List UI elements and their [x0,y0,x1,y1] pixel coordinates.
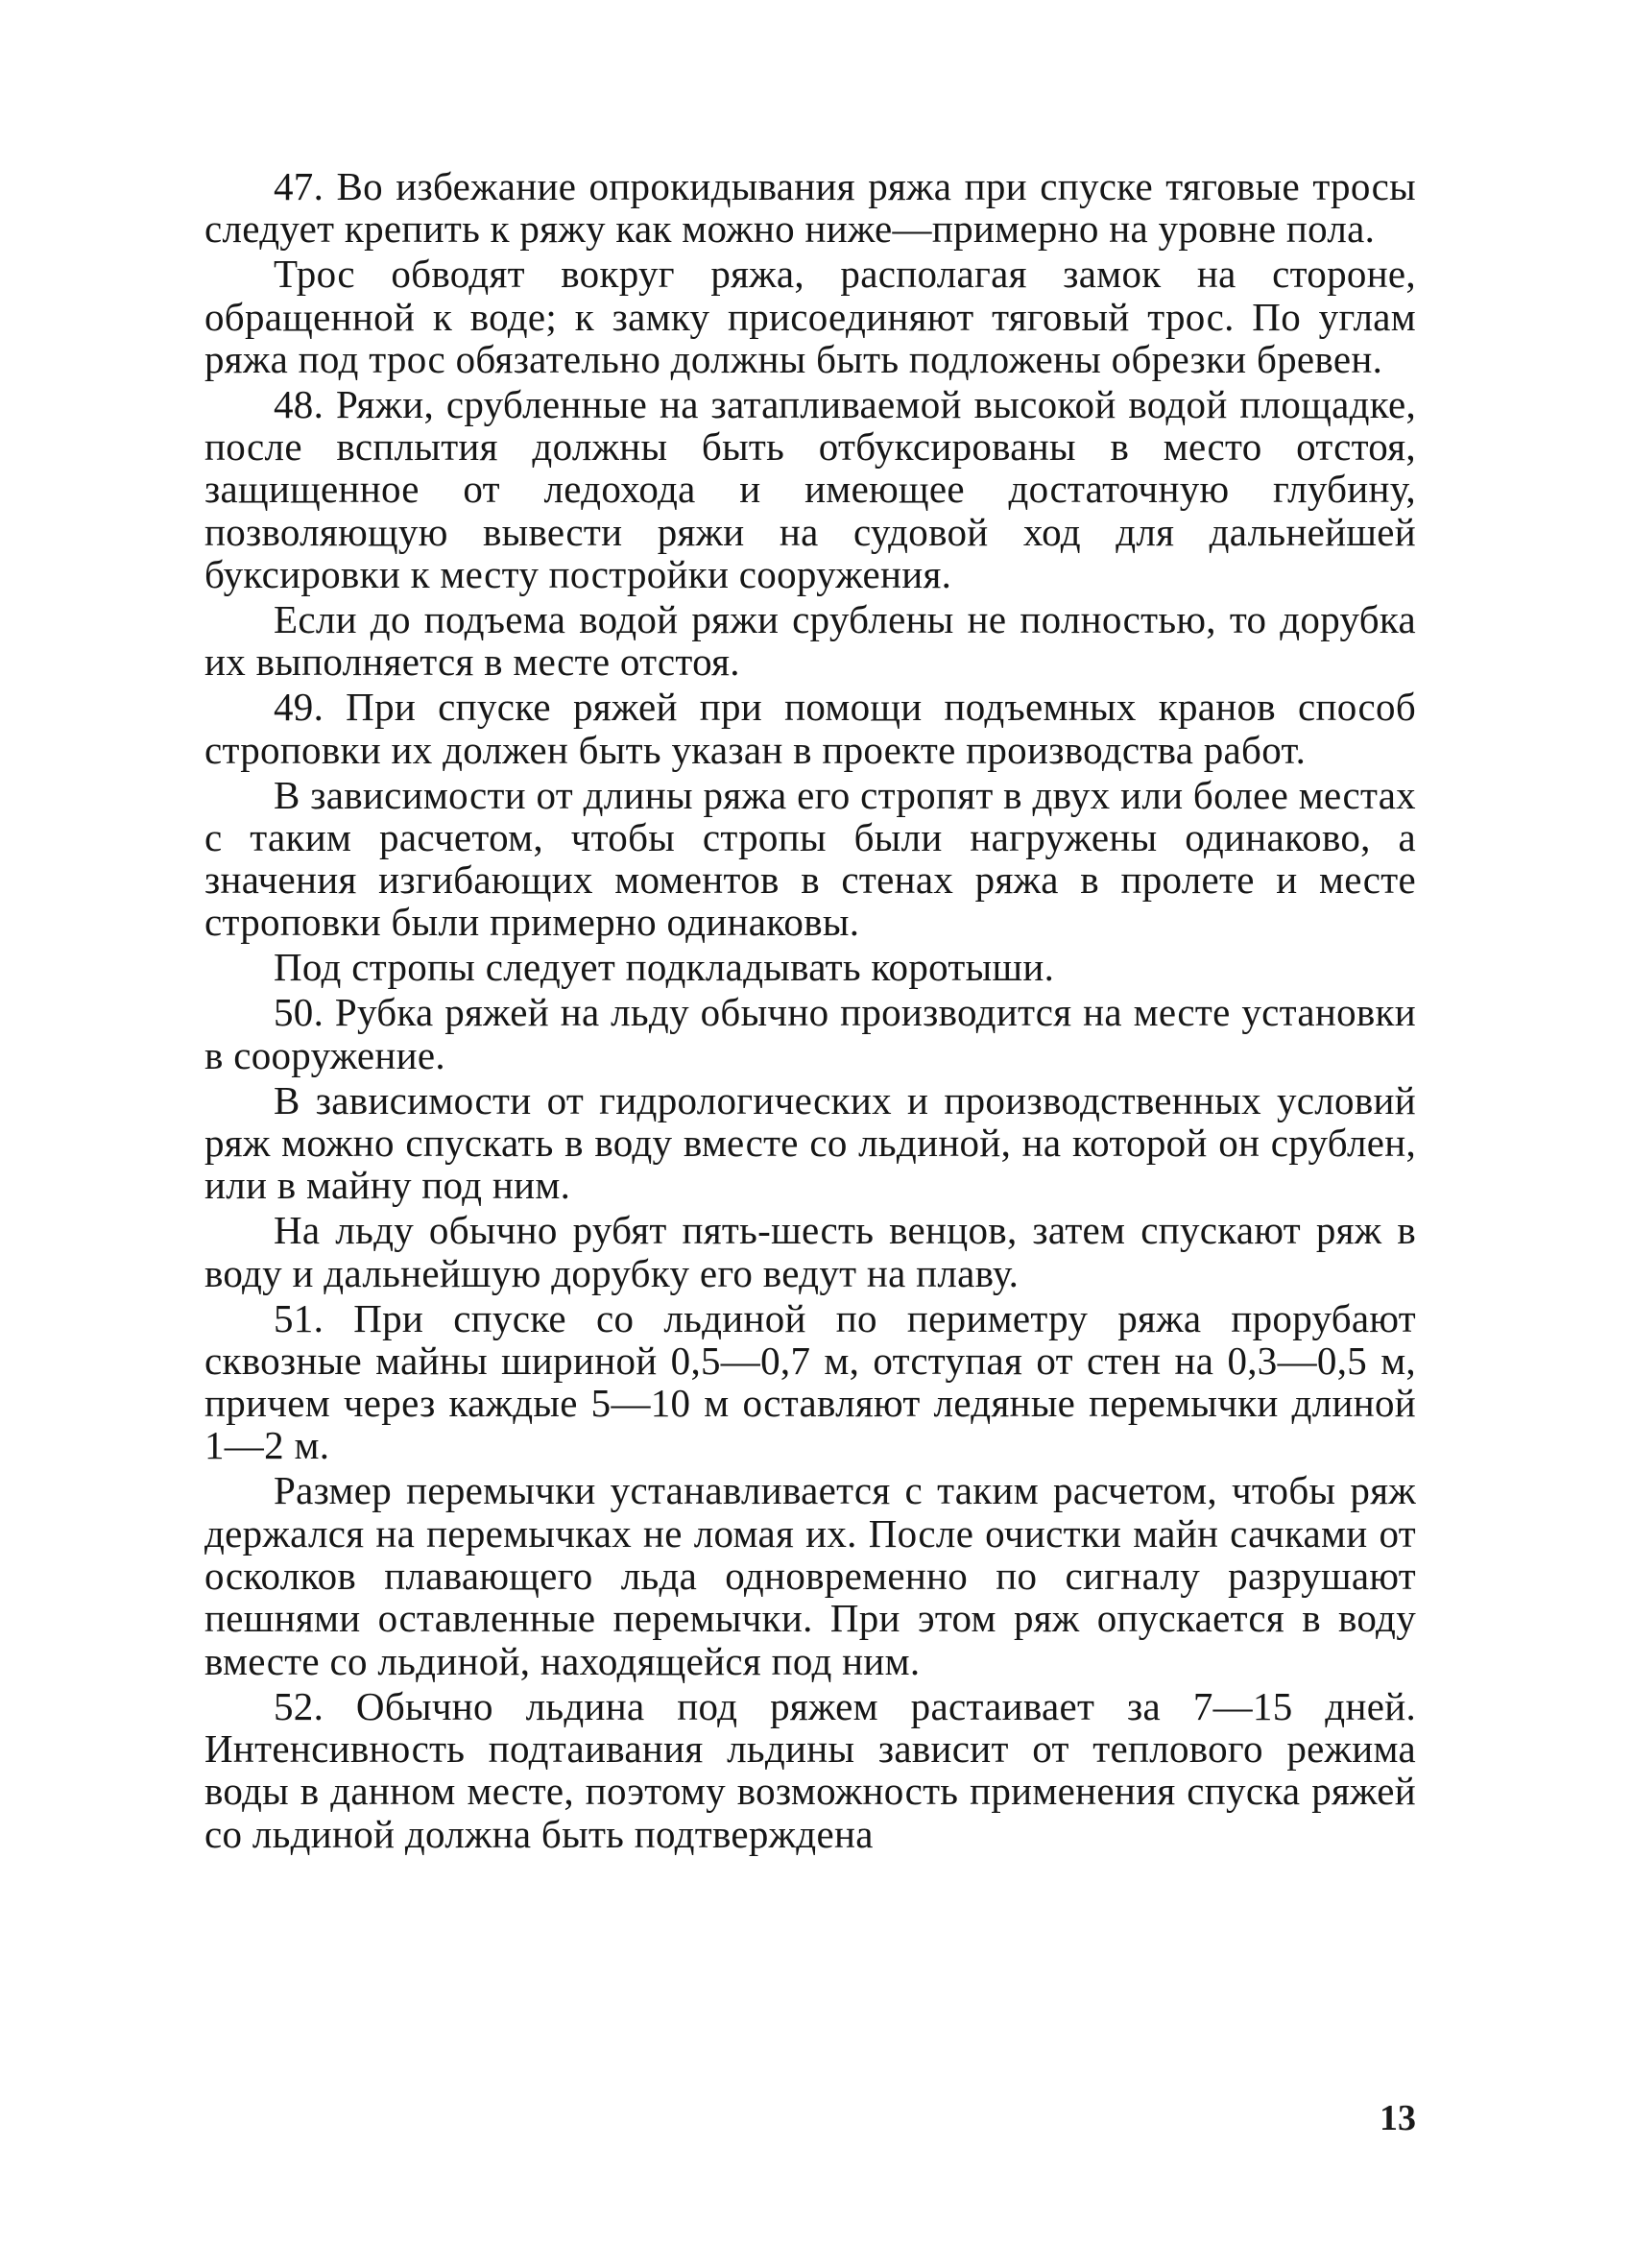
paragraph-51: 51. При спуске со льдиной по периметру ряжа прорубают сквозные майны шириной 0,5—0,7 м, отступая от стен на 0,3—0,5 м, причем через каждые 5—10 м оставляют ледяные перемычки длиной 1—2 м. [204,1295,1416,1468]
paragraph-50-note: На льду обычно рубят пять-шесть венцов, затем спускают ряж в воду и дальнейшую дорубку его ведут на плаву. [204,1208,1416,1295]
paragraph-50-cont: В зависимости от гидрологических и производственных условий ряж можно спускать в воду вместе со льдиной, на которой он срублен, или в майну под ним. [204,1077,1416,1208]
body-text [204,165,1416,1858]
paragraph-47-cont: Трос обводят вокруг ряжа, располагая замок на стороне, обращенной к воде; к замку присоединяют тяговый трос. По углам ряжа под трос обязательно должны быть подложены обрезки бревен. [204,252,1416,381]
page-number: 13 [1380,2098,1416,2138]
paragraph-49-cont: В зависимости от длины ряжа его стропят в двух или более местах с таким расчетом, чтобы стропы были нагружены одинаково, а значения изгибающих моментов в стенах ряжа в пролете и месте строповки были примерно одинаковы. [204,772,1416,945]
paragraph-52: 52. Обычно льдина под ряжем растаивает за 7—15 дней. Интенсивность подтаивания льдины зависит от теплового режима воды в данном месте, поэтому возможность применения спуска ряжей со льдиной должна быть подтверждена [204,1683,1416,1856]
paragraph-51-cont: Размер перемычки устанавливается с таким расчетом, чтобы ряж держался на перемычках не ломая их. После очистки майн сачками от осколков плавающего льда одновременно по сигналу разрушают пешнями оставленные перемычки. При этом ряж опускается в воду вместе со льдиной, находящейся под ним. [204,1468,1416,1683]
paragraph-47: 47. Во избежание опрокидывания ряжа при спуске тяговые тросы следует крепить к ряжу как можно ниже—примерно на уровне пола. [204,164,1416,252]
paragraph-48: 48. Ряжи, срубленные на затапливаемой высокой водой площадке, после всплытия должны быть отбуксированы в место отстоя, защищенное от ледохода и имеющее достаточную глубину, позволяющую вывести ряжи на судовой ход для дальнейшей буксировки к месту постройки сооружения. [204,381,1416,597]
paragraph-49-note: Под стропы следует подкладывать коротыши. [274,945,1055,990]
paragraph-50: 50. Рубка ряжей на льду обычно производится на месте установки в сооружение. [204,990,1416,1077]
paragraph-49: 49. При спуске ряжей при помощи подъемных кранов способ строповки их должен быть указан в проекте производства работ. [204,685,1416,772]
paragraph-48-cont: Если до подъема водой ряжи срублены не полностью, то дорубка их выполняется в месте отстоя. [204,597,1416,685]
